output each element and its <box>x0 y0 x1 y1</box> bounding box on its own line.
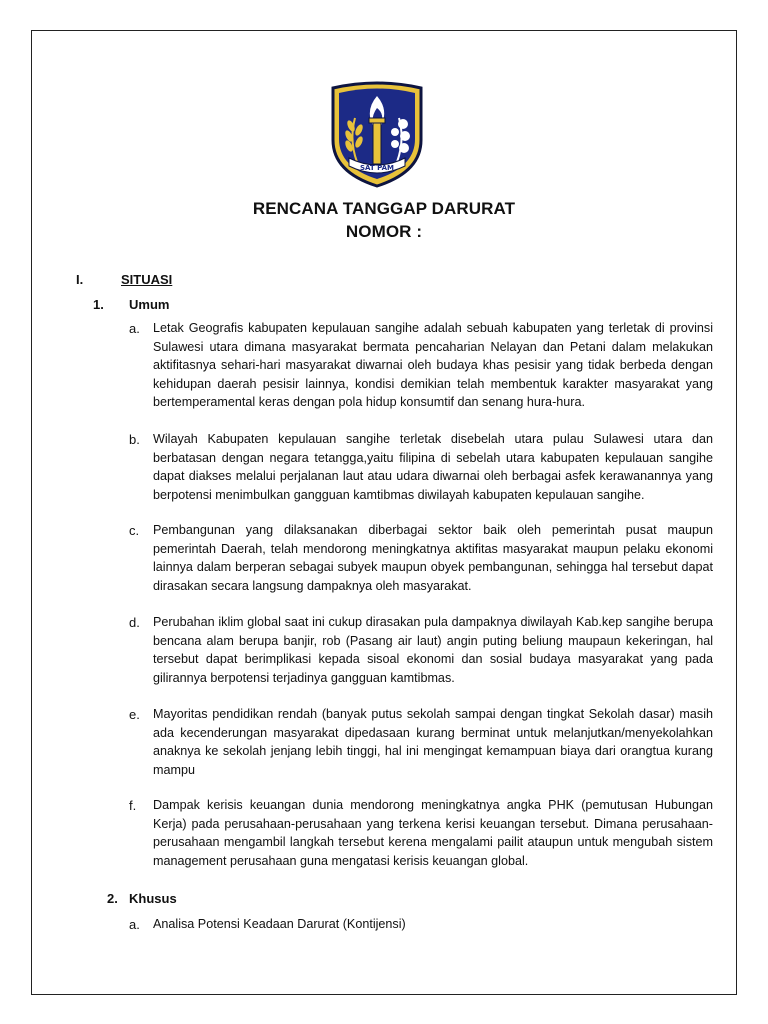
list-item-letter: a. <box>129 917 140 932</box>
list-item-text: Perubahan iklim global saat ini cukup dirasakan pula dampaknya diwilayah Kab.kep sangihe berupa bencana alam berupa banjir, rob (Pasang air laut) angin puting beliung maupaun kekeringan, hal tersebut dapat berimplikasi kepada sisoal ekonomi dan sosial budaya masyarakat yang pada gilirannya berpotensi terjadinya gangguan kamtibmas. <box>153 615 713 685</box>
list-item-text: Pembangunan yang dilaksanakan diberbagai sektor baik oleh pemerintah pusat maupun pemerintah Daerah, telah mendorong meningkatnya aktifitas masyarakat maupun pelaku ekonomi lainnya dalam berperan sebagai subyek maupun obyek pembangunan, sehingga hal tersebut dapat dirasakan secara langsung dampaknya oleh masyarakat. <box>153 523 713 593</box>
subsection-number: 2. <box>107 891 118 906</box>
list-item-text: Wilayah Kabupaten kepulauan sangihe terletak disebelah utara pulau Sulawesi utara dan berbatasan dengan negara tetangga,yaitu filipina di sebelah utara kabupaten kepulauan sangihe dapat diakses melalui perjalanan laut atau udara diwarnai oleh berbagai asfek kerawanannya yang berpotensi menimbulkan gangguan kamtibmas diwilayah kabupaten kepulauan sangihe. <box>153 432 713 502</box>
list-item-letter: b. <box>129 432 140 447</box>
list-item-letter: c. <box>129 523 140 538</box>
section-title: SITUASI <box>121 272 173 287</box>
document-title: RENCANA TANGGAP DARURAT <box>252 199 516 218</box>
subsection-title: Umum <box>129 297 170 312</box>
list-item-letter: d. <box>129 615 140 630</box>
list-item-text: Letak Geografis kabupaten kepulauan sangihe adalah sebuah kabupaten yang terletak di provinsi Sulawesi utara dimana masyarakat bermata pencaharian Nelayan dan Petani dalam melakukan aktifitasnya sehari-hari masyarakat diwarnai oleh budaya khas pesisir yang tidak berbeda dengan kehidupan daerah pesisir lainnya, kondisi demikian telah membentuk karakter masyarakat yang bertemperamental keras dengan pola hidup konsumtif dan senang hura-hura. <box>153 321 713 410</box>
list-item-letter: f. <box>129 798 137 813</box>
subsection-number: 1. <box>93 297 104 312</box>
document-number: NOMOR : <box>345 222 423 241</box>
list-item-text: Analisa Potensi Keadaan Darurat (Kontijensi) <box>153 917 406 931</box>
list-item-letter: e. <box>129 707 140 722</box>
list-item-text: Dampak kerisis keuangan dunia mendorong meningkatnya angka PHK (pemutusan Hubungan Kerja) pada perusahaan-perusahaan yang terkena kerisi keuangan tersebut. Dimana perusahaan-perusahaan mengambil langkah tersebut kerena mengalami pailit ataupun untuk mengubah sistem management perusahaan guna mengatasi kerisis keuangan global. <box>153 798 713 868</box>
svg-text:SAT PAM: SAT PAM <box>360 164 394 172</box>
list-item-letter: a. <box>129 321 140 336</box>
list-item-text: Mayoritas pendidikan rendah (banyak putus sekolah sampai dengan tingkat Sekolah dasar) masih ada kecenderungan masyarakat dipedasaan kurang berminat untuk melanjutkan/menyekolahkan anaknya ke sekolah jenjang lebih tinggi, hal ini mengingat kemampuan biaya dari orangtua kurang mampu <box>153 707 713 777</box>
section-numeral: I. <box>76 272 84 287</box>
satpam-emblem-logo <box>327 80 427 188</box>
subsection-title: Khusus <box>129 891 177 906</box>
